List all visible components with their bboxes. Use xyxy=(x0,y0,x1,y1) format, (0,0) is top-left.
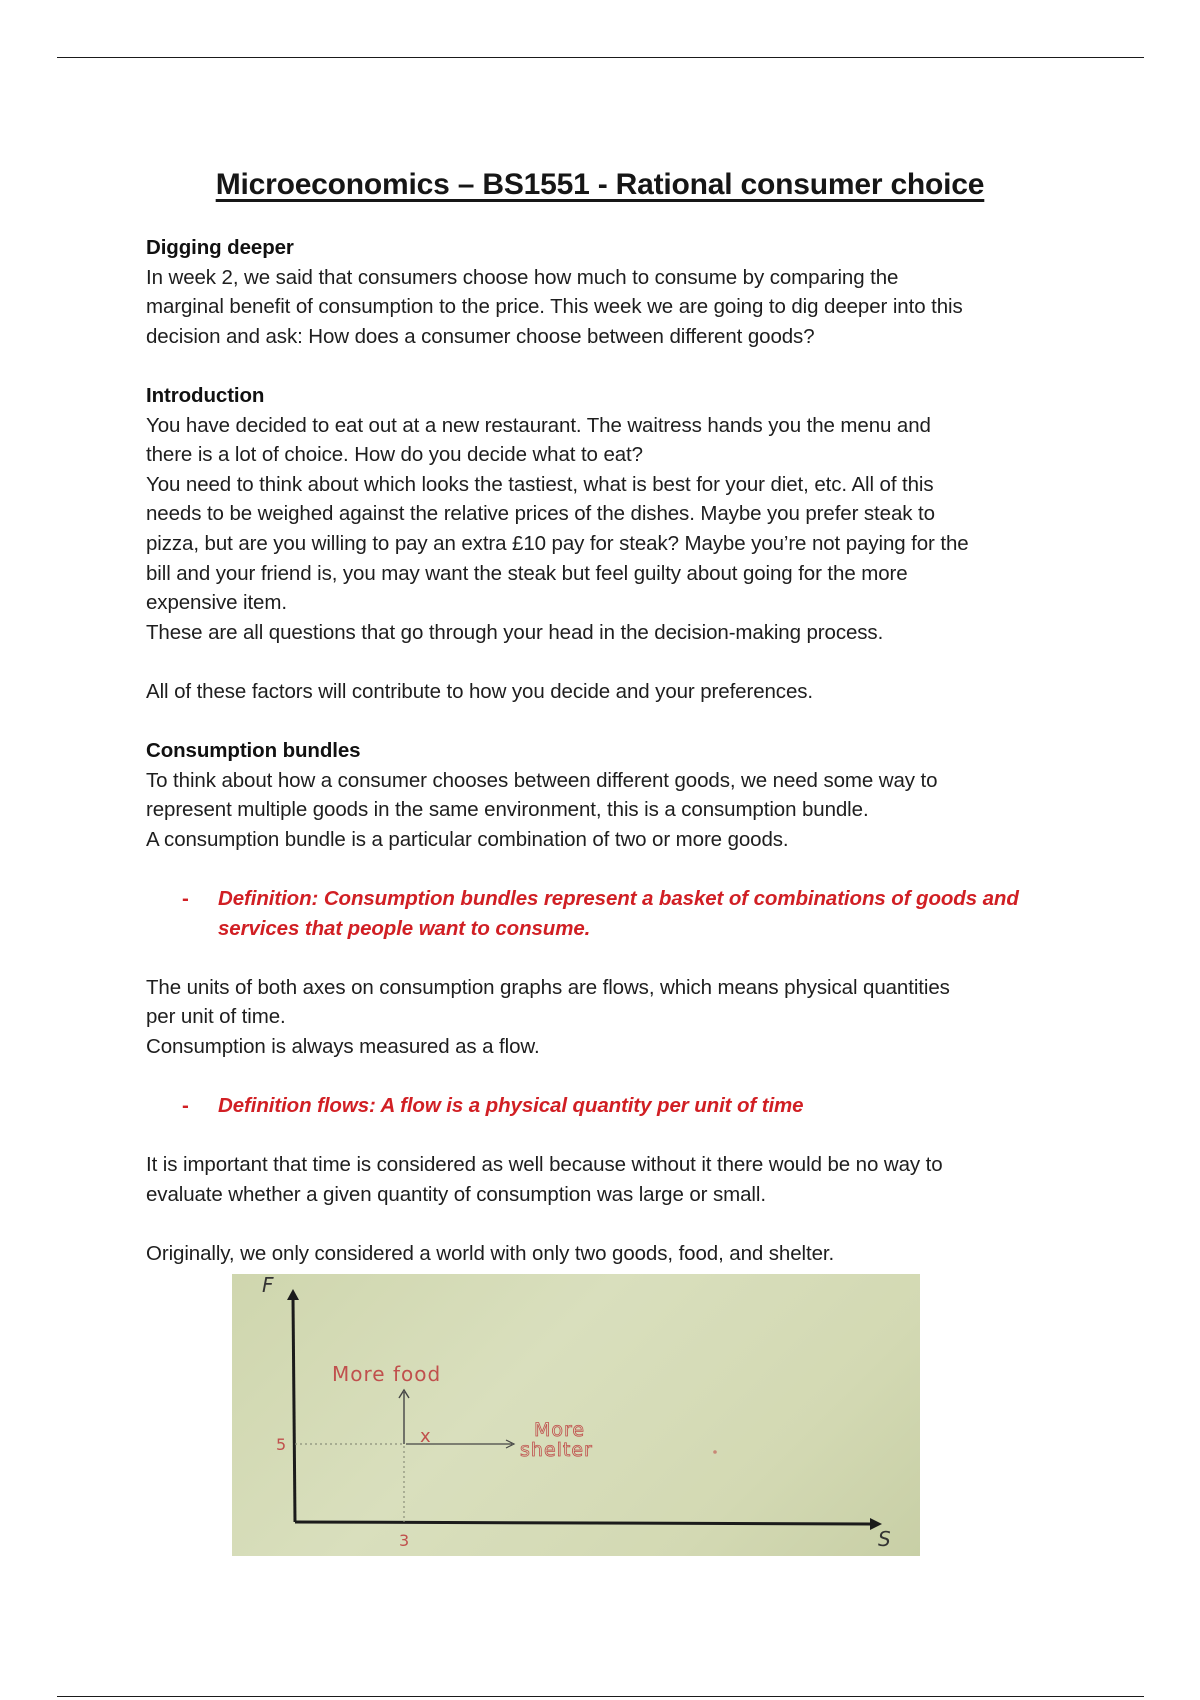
paragraph-line: pizza, but are you willing to pay an extra £10 pay for steak? Maybe you’re not paying for the xyxy=(146,531,969,555)
paragraph-line: represent multiple goods in the same environment, this is a consumption bundle. xyxy=(146,798,869,822)
x-axis-label: S xyxy=(878,1527,891,1551)
paragraph-line: To think about how a consumer chooses between different goods, we need some way to xyxy=(146,768,938,792)
bullet-dash: - xyxy=(182,1094,189,1118)
paragraph-line: It is important that time is considered as well because without it there would be no way to xyxy=(146,1153,943,1177)
document-body xyxy=(146,233,1066,1269)
definition-line: Definition: Consumption bundles represent a basket of combinations of goods and xyxy=(218,887,1019,911)
paragraph-line: A consumption bundle is a particular combination of two or more goods. xyxy=(146,827,789,851)
section-heading-consumption-bundles: Consumption bundles xyxy=(146,739,361,763)
paragraph-line: per unit of time. xyxy=(146,1005,286,1029)
paragraph-line: In week 2, we said that consumers choose how much to consume by comparing the xyxy=(146,265,899,289)
bullet-dash: - xyxy=(182,887,189,911)
paragraph-line: Consumption is always measured as a flow. xyxy=(146,1035,540,1059)
more-shelter-label-line1: More xyxy=(534,1419,586,1441)
x-tick-label: 3 xyxy=(399,1531,410,1550)
paragraph-line: decision and ask: How does a consumer choose between different goods? xyxy=(146,324,815,348)
y-axis-arrow xyxy=(287,1289,299,1300)
paragraph-line: needs to be weighed against the relative prices of the dishes. Maybe you prefer steak to xyxy=(146,502,935,526)
footer-rule xyxy=(57,1696,1144,1697)
more-shelter-label-line2: shelter xyxy=(520,1439,593,1461)
paragraph-line: Originally, we only considered a world with only two goods, food, and shelter. xyxy=(146,1242,835,1266)
header-rule xyxy=(57,57,1144,58)
food-shelter-graph xyxy=(232,1274,920,1556)
food-shelter-graph-photo xyxy=(232,1274,920,1556)
y-tick-label: 5 xyxy=(276,1435,287,1454)
definition-line: Definition flows: A flow is a physical quantity per unit of time xyxy=(218,1094,804,1118)
paragraph-line: The units of both axes on consumption graphs are flows, which means physical quantities xyxy=(146,975,950,999)
faint-dot xyxy=(713,1450,717,1454)
paragraph-line: You have decided to eat out at a new restaurant. The waitress hands you the menu and xyxy=(146,413,931,437)
y-axis-label: F xyxy=(262,1273,274,1297)
paragraph-line: These are all questions that go through your head in the decision-making process. xyxy=(146,620,884,644)
definition-line: services that people want to consume. xyxy=(218,916,591,940)
paragraph-line: All of these factors will contribute to how you decide and your preferences. xyxy=(146,679,813,703)
paragraph-line: there is a lot of choice. How do you decide what to eat? xyxy=(146,443,643,467)
point-label: x xyxy=(420,1426,431,1447)
paragraph-line: bill and your friend is, you may want the steak but feel guilty about going for the more xyxy=(146,561,908,585)
section-heading-digging-deeper: Digging deeper xyxy=(146,236,294,259)
paragraph-line: marginal benefit of consumption to the price. This week we are going to dig deeper into this xyxy=(146,295,963,319)
section-heading-introduction: Introduction xyxy=(146,383,265,407)
y-axis xyxy=(293,1298,295,1522)
more-food-label: More food xyxy=(332,1362,442,1386)
paragraph-line: You need to think about which looks the tastiest, what is best for your diet, etc. All of this xyxy=(146,472,934,496)
paragraph-line: expensive item. xyxy=(146,591,287,615)
definition-consumption-bundles xyxy=(146,884,1066,943)
x-axis xyxy=(295,1522,872,1524)
paragraph-line: evaluate whether a given quantity of consumption was large or small. xyxy=(146,1183,766,1206)
page-title: Microeconomics – BS1551 - Rational consumer choice xyxy=(215,168,985,202)
definition-flows xyxy=(146,1091,1066,1121)
